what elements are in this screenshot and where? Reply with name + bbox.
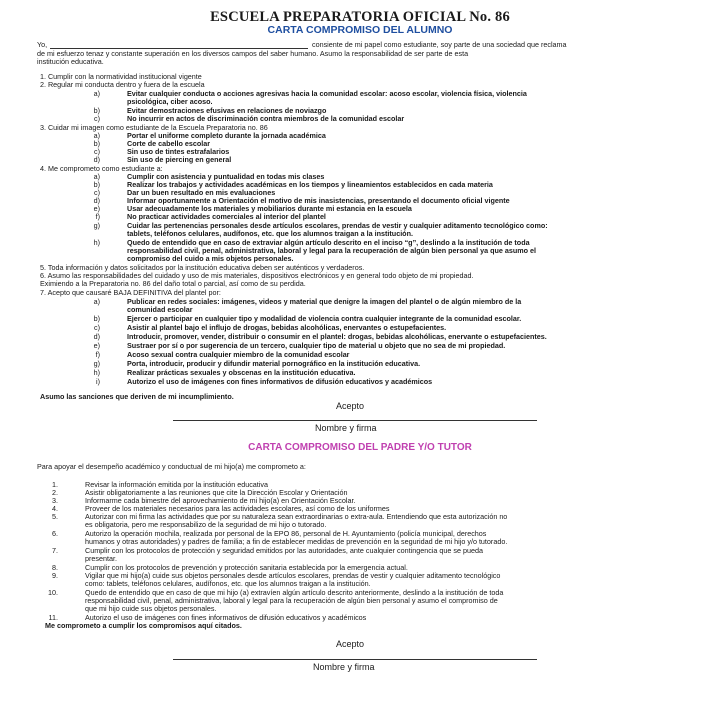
student-item-4e: Usar adecuadamente los materiales y mobiliarios durante mi estancia en la escuela xyxy=(127,204,412,213)
list-letter: a) xyxy=(93,89,100,98)
student-item-7c: Asistir al plantel bajo el influjo de drogas, bebidas alcohólicas, enervantes o estupefacientes. xyxy=(127,323,447,332)
list-number: 9. xyxy=(52,571,58,580)
parent-item-10-cont: responsabilidad civil, penal, administrativa, laboral y legal para la recuperación de algún bien personal y asumo el compromiso de xyxy=(85,596,498,605)
list-letter: c) xyxy=(94,147,100,156)
parent-item-3: Informarme cada bimestre del aprovechamiento de mi hijo(a) en Orientación Escolar. xyxy=(85,496,356,505)
parent-letter-title: CARTA COMPROMISO DEL PADRE Y/O TUTOR xyxy=(248,442,472,453)
student-item-4b: Realizar los trabajos y actividades académicas en los tiempos y lineamientos establecidos en cada materia xyxy=(127,180,493,189)
list-letter: d) xyxy=(93,196,100,205)
student-item-7h: Realizar prácticas sexuales y obscenas en la institución educativa. xyxy=(127,368,356,377)
list-letter: b) xyxy=(93,314,100,323)
student-item-7i: Autorizo el uso de imágenes con fines informativos de difusión educativos y académicos xyxy=(127,377,433,386)
intro-text-3: institución educativa. xyxy=(37,57,104,66)
list-letter: h) xyxy=(93,368,100,377)
list-letter: b) xyxy=(93,106,100,115)
list-letter: f) xyxy=(95,350,100,359)
list-letter: d) xyxy=(93,155,100,164)
parent-item-1: Revisar la información emitida por la institución educativa xyxy=(85,480,268,489)
student-item-5: 5. Toda información y datos solicitados por la institución educativa deben ser auténticos y verdaderos. xyxy=(40,263,365,272)
list-letter: i) xyxy=(96,377,100,386)
intro-yo: Yo, xyxy=(37,40,48,49)
student-letter-title: CARTA COMPROMISO DEL ALUMNO xyxy=(267,24,453,36)
accept-label-parent: Acepto xyxy=(336,639,365,649)
list-number: 2. xyxy=(52,488,58,497)
list-number: 1. xyxy=(52,480,58,489)
student-item-4g: Cuidar las pertenencias personales desde artículos escolares, prendas de vestir y cualquier aditamento tecnológico como: xyxy=(127,221,548,230)
list-letter: h) xyxy=(93,238,100,247)
student-item-4f: No practicar actividades comerciales al interior del plantel xyxy=(127,212,326,221)
list-number: 5. xyxy=(52,512,58,521)
student-item-2c: No incurrir en actos de discriminación contra miembros de la comunidad escolar xyxy=(127,114,405,123)
parent-item-6-cont: humanos y otras autoridades) y padres de familia; a fin de establecer medidas de prevención en la seguridad de mi hijo y/o tutorado. xyxy=(85,537,508,546)
list-letter: d) xyxy=(93,332,100,341)
student-item-3: 3. Cuidar mi imagen como estudiante de la Escuela Preparatoria no. 86 xyxy=(40,123,268,132)
student-item-7d: Introducir, promover, vender, distribuir o consumir en el plantel: drogas, bebidas alcohólicas, enervante o estupefacientes. xyxy=(127,332,547,341)
list-number: 8. xyxy=(52,563,58,572)
student-item-7a: Publicar en redes sociales: imágenes, videos y material que denigre la imagen del plantel o de algún miembro de la xyxy=(127,297,522,306)
student-item-4a: Cumplir con asistencia y puntualidad en todas mis clases xyxy=(127,172,325,181)
parent-item-9: Vigilar que mi hijo(a) cuide sus objetos personales desde artículos escolares, prendas de vestir y cualquier aditamento tecnológico xyxy=(85,571,501,580)
parent-intro: Para apoyar el desempeño académico y conductual de mi hijo(a) me comprometo a: xyxy=(37,462,306,471)
school-title: ESCUELA PREPARATORIA OFICIAL No. 86 xyxy=(210,9,510,25)
list-letter: b) xyxy=(93,180,100,189)
student-item-4: 4. Me comprometo como estudiante a: xyxy=(40,164,163,173)
parent-item-7-cont: presentar. xyxy=(85,554,117,563)
name-signature-label-parent: Nombre y firma xyxy=(313,662,375,672)
list-number: 4. xyxy=(52,504,58,513)
parent-item-4: Proveer de los materiales necesarios para las actividades escolares, así como de los uniformes xyxy=(85,504,390,513)
student-item-3b: Corte de cabello escolar xyxy=(127,139,211,148)
parent-item-9-cont: como: tablets, teléfonos celulares, audífonos, etc. que los alumnos traigan a la institución. xyxy=(85,579,371,588)
student-item-7a-cont: comunidad escolar xyxy=(127,305,193,314)
list-letter: e) xyxy=(93,341,100,350)
list-number: 7. xyxy=(52,546,58,555)
name-signature-label-student: Nombre y firma xyxy=(315,423,377,433)
parent-item-2: Asistir obligatoriamente a las reuniones que cite la Dirección Escolar y Orientación xyxy=(85,488,348,497)
list-letter: a) xyxy=(93,297,100,306)
list-letter: e) xyxy=(93,204,100,213)
list-letter: g) xyxy=(93,221,100,230)
list-letter: c) xyxy=(94,114,100,123)
student-item-3c: Sin uso de tintes estrafalarios xyxy=(127,147,230,156)
student-item-4h-cont2: compromiso del cuido a mis objetos personales. xyxy=(127,254,294,263)
parent-item-5: Autorizar con mi firma las actividades que por su naturaleza sean extraordinarias o extra-aula. Entendiendo que esta autorización no xyxy=(85,512,508,521)
student-item-7f: Acoso sexual contra cualquier miembro de la comunidad escolar xyxy=(127,350,350,359)
student-item-4g-cont: tablets, teléfonos celulares, audífonos, etc. que los alumnos traigan a la institución. xyxy=(127,229,413,238)
list-letter: c) xyxy=(94,188,100,197)
intro-text-1: consiente de mi papel como estudiante, soy parte de una sociedad que reclama xyxy=(312,40,567,49)
student-item-4h: Quedo de entendido que en caso de extraviar algún artículo descrito en el inciso “g”, deslindo a la institución de toda xyxy=(127,238,530,247)
signature-line-student xyxy=(173,420,537,421)
student-item-7b: Ejercer o participar en cualquier tipo y modalidad de violencia contra cualquier integrante de la comunidad escolar. xyxy=(127,314,522,323)
student-item-1: 1. Cumplir con la normatividad institucional vigente xyxy=(40,72,202,81)
student-item-7g: Porta, introducir, producir y difundir material pornográfico en la institución educativa. xyxy=(127,359,421,368)
student-item-3d: Sin uso de piercing en general xyxy=(127,155,232,164)
intro-text-2: de mi esfuerzo tenaz y constante superación en los diversos campos del saber humano. Asumo la responsabilidad de ser parte de esta xyxy=(37,49,469,58)
parent-closing: Me comprometo a cumplir los compromisos aquí citados. xyxy=(45,621,242,630)
accept-label-student: Acepto xyxy=(336,401,365,411)
list-letter: a) xyxy=(93,131,100,140)
list-letter: g) xyxy=(93,359,100,368)
list-number: 11. xyxy=(48,613,58,622)
list-letter: f) xyxy=(95,212,100,221)
parent-item-10: Quedo de entendido que en caso de que mi hijo (a) extravíen algún artículo descrito anteriormente, deslindo a la institución de toda xyxy=(85,588,504,597)
student-item-6-cont: Eximiendo a la Preparatoria no. 86 del daño total o parcial, así como de su perdida. xyxy=(40,279,306,288)
student-item-4h-cont: responsabilidad civil, penal, administrativa, laboral y legal para la recuperación de algún bien personal ya que asumo el xyxy=(127,246,537,255)
list-number: 6. xyxy=(52,529,58,538)
list-letter: b) xyxy=(93,139,100,148)
student-item-7: 7. Acepto que causaré BAJA DEFINITIVA del plantel por: xyxy=(40,288,221,297)
parent-item-10-cont2: que mi hijo cuide sus objetos personales. xyxy=(85,604,217,613)
list-number: 10. xyxy=(48,588,58,597)
list-number: 3. xyxy=(52,496,58,505)
student-item-2b: Evitar demostraciones efusivas en relaciones de noviazgo xyxy=(127,106,327,115)
signature-line-parent xyxy=(173,659,537,660)
parent-item-8: Cumplir con los protocolos de prevención y protección sanitaria establecida por la emergencia actual. xyxy=(85,563,408,572)
student-closing: Asumo las sanciones que deriven de mi incumplimiento. xyxy=(40,392,234,401)
parent-item-6: Autorizo la operación mochila, realizada por personal de la EPO 86, personal de H. Ayuntamiento (policía municipal, derechos xyxy=(85,529,487,538)
student-item-6: 6. Asumo las responsabilidades del cuidado y uso de mis materiales, dispositivos electrónicos y en general todo objeto de mi propiedad. xyxy=(40,271,474,280)
list-letter: a) xyxy=(93,172,100,181)
parent-item-5-cont: es obligatoria, pero me responsabilizo de la seguridad de mi hijo o tutorado. xyxy=(85,520,327,529)
student-item-2a: Evitar cualquier conducta o acciones agresivas hacia la comunidad escolar: acoso escolar, violencia física, violencia xyxy=(127,89,527,98)
parent-item-11: Autorizo el uso de imágenes con fines informativos de difusión educativos y académicos xyxy=(85,613,367,622)
parent-item-7: Cumplir con los protocolos de protección y seguridad emitidos por las autoridades, ante cualquier contingencia que se pueda xyxy=(85,546,483,555)
student-item-2a-cont: psicológica, ciber acoso. xyxy=(127,97,213,106)
student-item-4d: Informar oportunamente a Orientación el motivo de mis inasistencias, presentando el documento oficial vigente xyxy=(127,196,510,205)
student-item-3a: Portar el uniforme completo durante la jornada académica xyxy=(127,131,326,140)
student-item-4c: Dar un buen resultado en mis evaluaciones xyxy=(127,188,276,197)
student-item-2: 2. Regular mi conducta dentro y fuera de la escuela xyxy=(40,80,205,89)
list-letter: c) xyxy=(94,323,100,332)
student-item-7e: Sustraer por sí o por sugerencia de un tercero, cualquier tipo de material u objeto que no sea de mi propiedad. xyxy=(127,341,506,350)
